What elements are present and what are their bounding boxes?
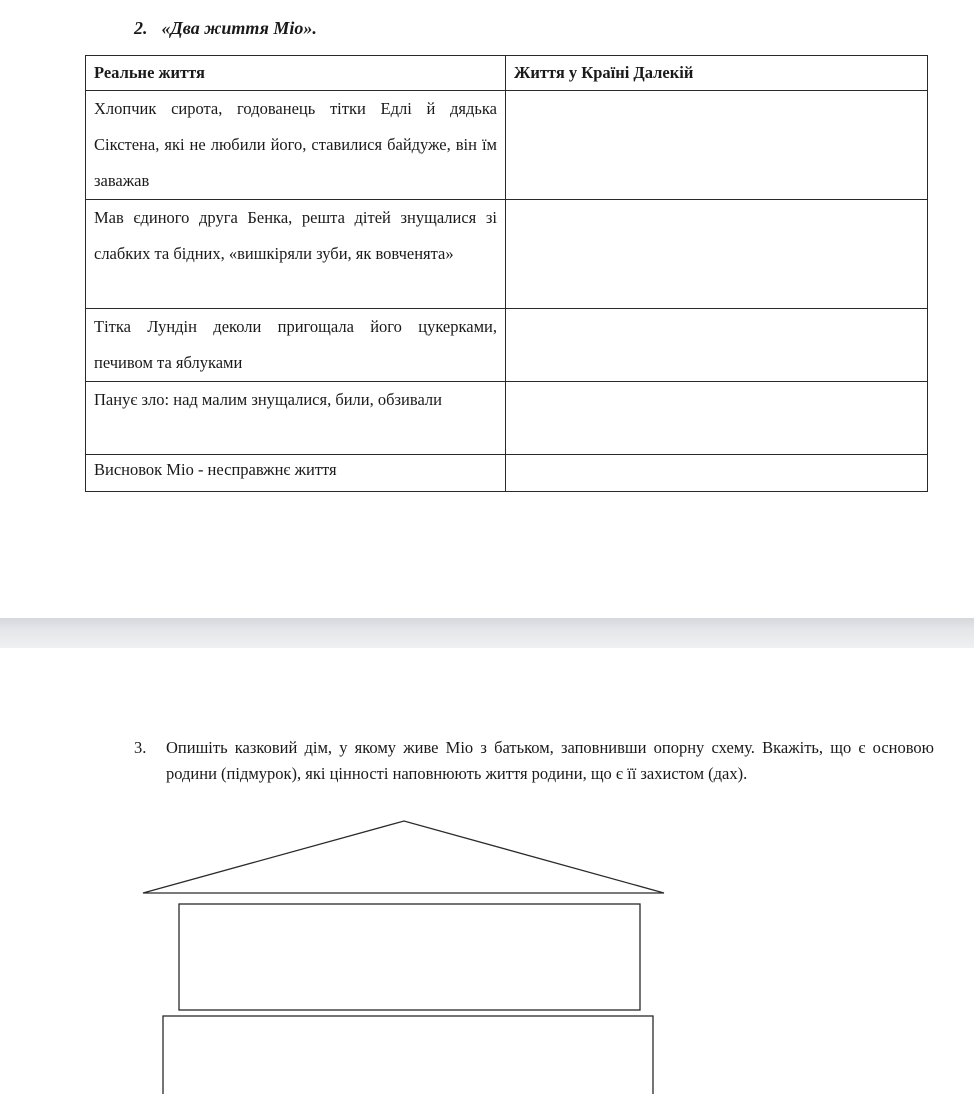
cell-text: Панує зло: над малим знущалися, били, обзивали (94, 390, 442, 409)
foundation-box[interactable] (163, 1016, 653, 1094)
task2-number: 2. (134, 18, 148, 38)
task3-number: 3. (134, 738, 147, 757)
cell-text: Хлопчик сирота, годованець тітки Едлі й дядька Сікстена, які не любили його, ставилися байдуже, він їм заважав (94, 99, 497, 190)
header-faraway-life: Життя у Країні Далекій (506, 56, 928, 91)
header-real-life: Реальне життя (86, 56, 506, 91)
task2-title: «Два життя Міо». (161, 18, 317, 38)
cell-text: Тітка Лундін деколи пригощала його цукерками, печивом та яблуками (94, 317, 497, 372)
cell-text: Мав єдиного друга Бенка, решта дітей знущалися зі слабких та бідних, «вишкіряли зуби, як вовченята» (94, 208, 497, 263)
walls-box[interactable] (179, 904, 640, 1010)
task3-text: Опишіть казковий дім, у якому живе Міо з батьком, заповнивши опорну схему. Вкажіть, що є основою родини (підмурок), які цінності наповнюють життя родини, що є її захистом (дах). (166, 738, 934, 783)
cell-text: Висновок Міо - несправжнє життя (94, 460, 337, 479)
roof-triangle[interactable] (143, 821, 664, 893)
